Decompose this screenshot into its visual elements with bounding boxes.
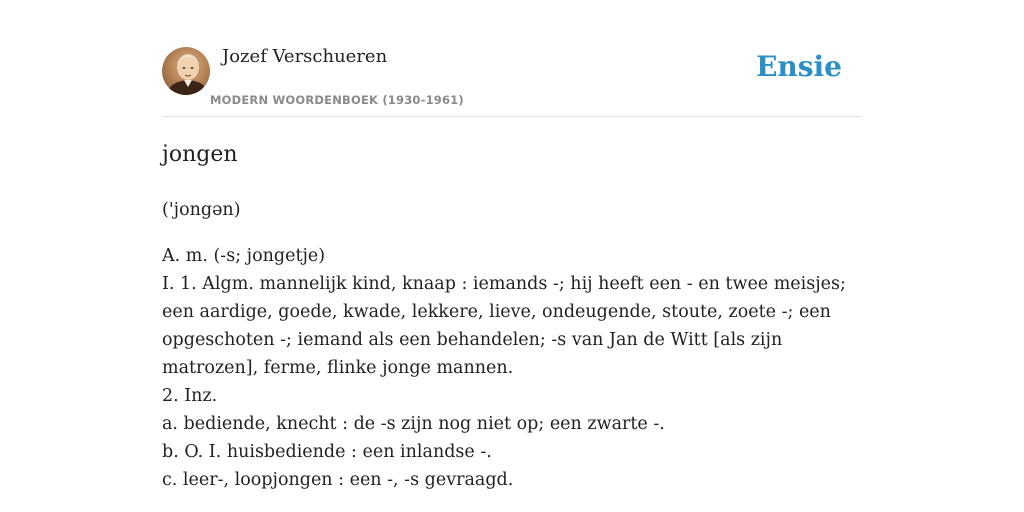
entry-headword: jongen [162, 142, 238, 167]
author-name[interactable]: Jozef Verschueren [222, 46, 388, 67]
portrait-icon [162, 47, 210, 95]
definition-line: I. 1. Algm. mannelijk kind, knaap : iemands -; hij heeft een - en twee meisjes; een aardige, goede, kwade, lekkere, lieve, ondeugende, stoute, zoete -; een opgeschoten -; iemand als een behandelen; -s van Jan de Witt [als zijn matrozen], ferme, flinke jonge mannen. [162, 274, 846, 378]
dictionary-source[interactable]: MODERN WOORDENBOEK (1930-1961) [210, 93, 464, 107]
entry-content [162, 140, 867, 494]
definition-line: c. leer-, loopjongen : een -, -s gevraagd. [162, 470, 514, 490]
definition-line: a. bediende, knecht : de -s zijn nog niet op; een zwarte -. [162, 414, 665, 434]
entry-definition [162, 242, 867, 494]
definition-line: 2. Inz. [162, 386, 218, 406]
definition-line: A. m. (-s; jongetje) [162, 246, 326, 266]
author-avatar[interactable] [162, 47, 210, 95]
entry-pronunciation: ('jongən) [162, 200, 241, 220]
page-header [162, 0, 862, 117]
definition-line: b. O. I. huisbediende : een inlandse -. [162, 442, 492, 462]
brand-logo[interactable]: Ensie [756, 50, 842, 83]
